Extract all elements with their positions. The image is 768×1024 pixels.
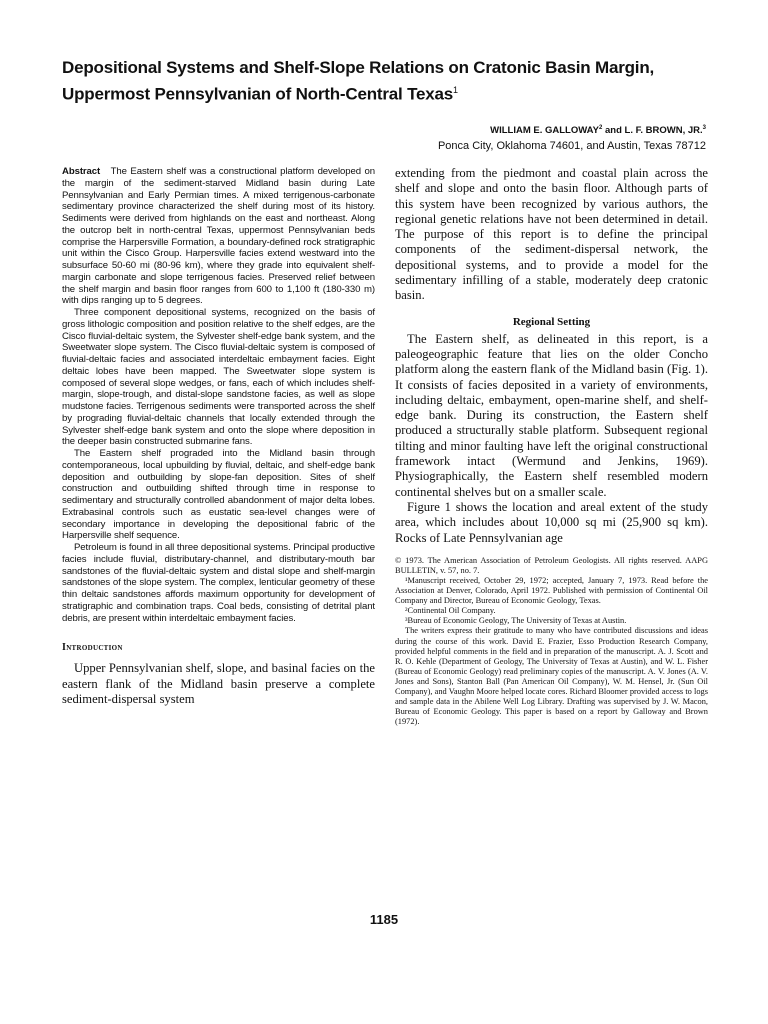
introduction-continued: extending from the piedmont and coastal plain across the shelf and slope and onto the basin floor. Although parts of this system have been recognized by various authors, the regional genetic relations have not been determined in detail. The purpose of this report is to define the principal components of the sediment-dispersal network, the depositional systems, and to provide a model for the sedimentary infilling of a stable, moderately deep cratonic basin.	[395, 166, 708, 303]
footnote-1: ¹Manuscript received, October 29, 1972; accepted, January 7, 1973. Read before the Association at Denver, Colorado, April 1972. Published with permission of Continental Oil Company and Director, Bureau of Economic Geology, Texas.	[395, 576, 708, 606]
copyright-notice: © 1973. The American Association of Petroleum Geologists. All rights reserved. AAPG BULLETIN, v. 57, no. 7.	[395, 555, 708, 575]
introduction-heading: Introduction	[62, 642, 123, 654]
regional-setting-paragraph-1: The Eastern shelf, as delineated in this report, is a paleogeographic feature that lies on the older Concho platform along the eastern flank of the Midland basin (Fig. 1). It consists of facies deposited in a variety of environments, including deltaic, embayment, open-marine shelf, and shelf-edge bank. During its construction, the Eastern shelf produced a structurally stable platform. Subsequent regional tilting and minor faulting have left the original constructional framework intact (Wermund and Jenkins, 1969). Physiographically, the Eastern shelf resembled modern continental shelves but on a smaller scale.	[395, 331, 708, 499]
author-conjunction: and	[605, 125, 622, 137]
footnotes	[395, 556, 708, 728]
abstract-paragraph-1: Abstract The Eastern shelf was a constructional platform developed on the margin of the sediment-starved Midland basin during Late Pennsylvanian and Early Permian times. A mixed terrigenous-carbonate sedimentary province characterized the shelf during most of its history. Sediments were derived from highlands on the east and northeast. Along the outcrop belt in north-central Texas, uppermost Pennsylvanian beds comprise the Harpersville Formation, a boundary-defined rock stratigraphic unit within the Cisco Group. Harpersville facies extend westward into the subsurface 50-60 mi (80-96 km), where they grade into equivalent shelf-margin carbonate and slope terrigenous facies. Preserved relief between the shelf margin and basin floor ranges from 600 to 1,100 ft (180-330 m) with dips ranging up to 5 degrees.	[62, 166, 375, 307]
introduction-paragraph: Upper Pennsylvanian shelf, slope, and basinal facies on the eastern flank of the Midland basin preserve a complete sediment-dispersal system	[62, 661, 375, 706]
affiliation: Ponca City, Oklahoma 74601, and Austin, Texas 78712	[437, 140, 706, 152]
abstract-label: Abstract	[62, 166, 101, 177]
footnote-3: ³Bureau of Economic Geology, The University of Texas at Austin.	[405, 616, 627, 626]
regional-setting-heading: Regional Setting	[512, 315, 591, 328]
abstract-paragraph-3: The Eastern shelf prograded into the Midland basin through contemporaneous, local upbuilding by fluvial, deltaic, and shelf-edge bank deposition and outbuilding by slope-fan deposition. Sites of shelf construction and outbuilding shifted through time in response to sedimentary and structurally controlled abandonment of major delta lobes. Extrabasinal controls such as eustatic sea-level changes were of secondary importance in developing the depositional fabric of the Harpersville shelf sequence.	[62, 448, 375, 542]
left-column	[62, 166, 375, 707]
author-galloway: WILLIAM E. GALLOWAY	[490, 125, 600, 137]
footnote-2: ²Continental Oil Company.	[405, 606, 496, 616]
page-number: 1185	[369, 912, 399, 927]
abstract-paragraph-2: Three component depositional systems, recognized on the basis of gross lithologic composition and position relative to the shelf edges, are the Cisco fluvial-deltaic system, the Sylvester shelf-edge bank system, and the Sweetwater slope system. The Cisco fluvial-deltaic system is composed of fluvial-deltaic facies and associated interdeltaic embayment facies. Eight deltaic lobes have been mapped. The Sweetwater slope system is composed of several slope wedges, or fans, each of which includes shelf-margin, slope-trough, and distal-slope sandstone facies, as well as slope mudstone facies. Terrigenous sediments were transported across the shelf by prograding fluvial-deltaic channels that locally extended through the Sylvester shelf-edge bank system and onto the slope where deposition in the deeper basin constructed submarine fans.	[62, 307, 375, 448]
right-column	[395, 166, 708, 727]
author-brown: L. F. BROWN, JR.	[624, 125, 703, 137]
abstract-paragraph-4: Petroleum is found in all three depositional systems. Principal productive facies include fluvial, distributary-channel, and distributary-mouth bar sandstones of the fluvial-deltaic system and distal slope and shelf-margin sandstones of the slope system. The complex, lenticular geometry of these thin deltaic sandstones affords maximum opportunity for development of stratigraphic and combination traps. Coal beds, consisting of detrital plant debris, are present within interdeltaic embayment facies.	[62, 542, 375, 624]
regional-setting-paragraph-2: Figure 1 shows the location and areal extent of the study area, which includes about 10,000 sq mi (25,900 sq km). Rocks of Late Pennsylvanian age	[395, 499, 708, 545]
author-line: WILLIAM E. GALLOWAY$^2$ and L. F. BROWN, JR.$^3$	[490, 125, 706, 137]
paper-title: Depositional Systems and Shelf-Slope Relations on Cratonic Basin Margin, Uppermost Pennsylvanian of North-Central Texas$^1$	[62, 58, 655, 104]
title-footnote-mark: 1	[453, 85, 458, 95]
acknowledgment: The writers express their gratitude to many who have contributed discussions and ideas during the course of this work. David E. Frazier, Esso Production Research Company, provided helpful comments in the field and in preparation of the manuscript. A. J. Scott and R. O. Kehle (Department of Geology, The University of Texas at Austin), and W. L. Fisher (Bureau of Economic Geology) read preliminary copies of the manuscript. A. V. Jones (A. V. Jones and Sons), Stanton Ball (Pan American Oil Company), W. M. Hensel, Jr. (Sun Oil Company), and Vaughn Moore helped locate cores. Richard Bloomer provided access to logs and sample data in the Abilene Well Log Library. Drafting was supervised by J. W. Macon, Bureau of Economic Geology. This paper is based on a report by Galloway and Brown (1972).	[395, 626, 708, 727]
